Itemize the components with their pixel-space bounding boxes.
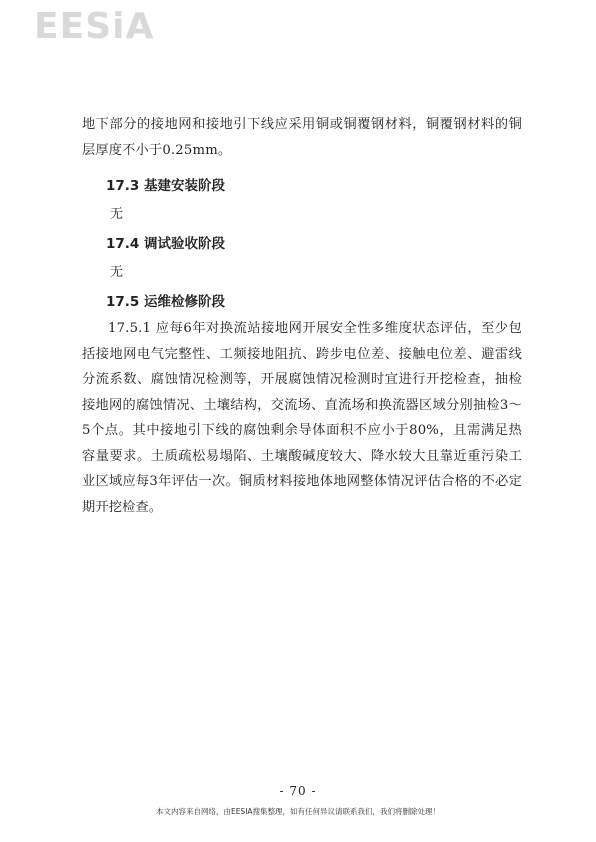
section-body-17-3: 无 (110, 207, 124, 222)
page-number: - 70 - (279, 784, 317, 798)
section-heading-17-5: 17.5 运维检修阶段 (106, 294, 226, 310)
section-body-17-4: 无 (110, 265, 124, 280)
paragraph-17-5-1: 17.5.1 应每6年对换流站接地网开展安全性多维度状态评估，至少包括接地网电气完整性、工频接地阻抗、跨步电位差、接触电位差、避雷线分流系数、腐蚀情况检测等，开展腐蚀情况检测时宜进行开挖检查，抽检接地网的腐蚀情况、土壤结构，交流场、直流场和换流器区域分别抽检3～5个点。其中接地引下线的腐蚀剩余导体面积不应小于80%，且需满足热容量要求。土质疏松易塌陷、土壤酸碱度较大、降水较大且靠近重污染工业区域应每3年评估一次。铜质材料接地体地网整体情况评估合格的不必定期开挖检查。 (82, 321, 522, 515)
intro-paragraph: 地下部分的接地网和接地引下线应采用铜或铜覆钢材料，铜覆钢材料的铜层厚度不小于0.25mm。 (82, 117, 522, 158)
eesia-watermark-logo: EESiA (34, 6, 155, 47)
section-heading-17-3: 17.3 基建安装阶段 (106, 178, 226, 194)
footer-disclaimer: 本文内容来自网络，由EESIA搜集整理，如有任何异议请联系我们，我们将删除处理！ (155, 807, 441, 816)
section-heading-17-4: 17.4 调试验收阶段 (106, 236, 226, 252)
